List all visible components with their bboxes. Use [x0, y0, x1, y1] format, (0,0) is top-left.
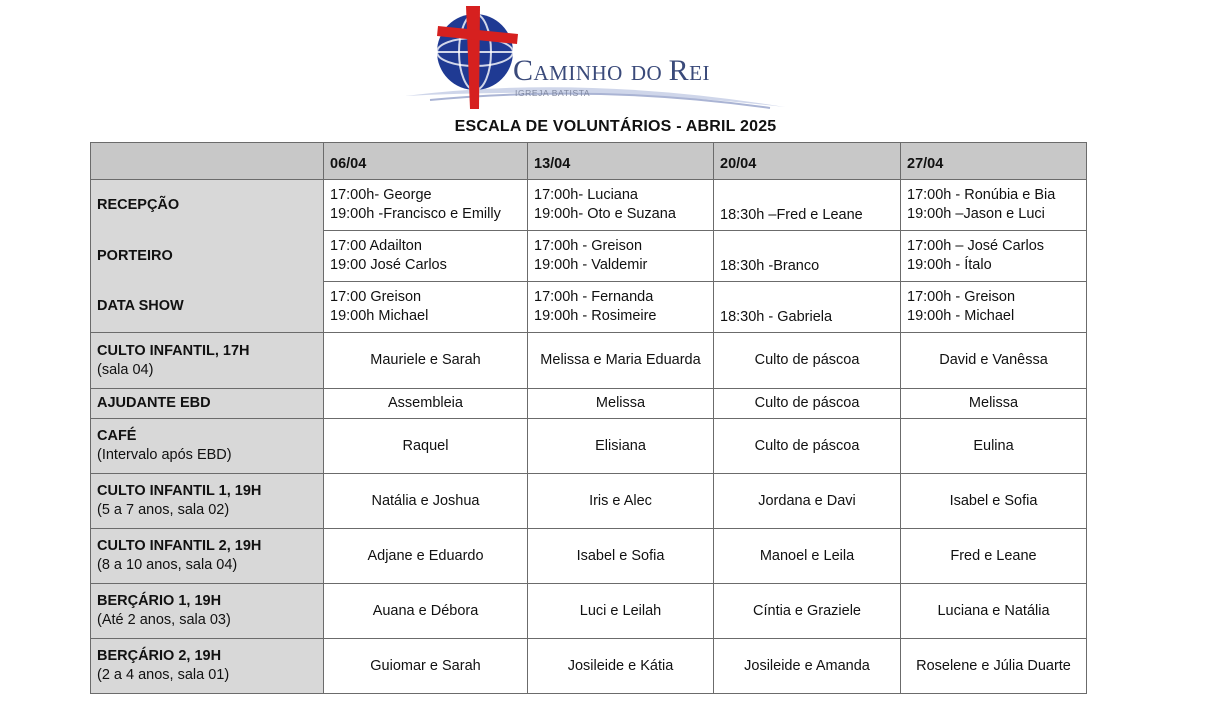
row-label [91, 231, 324, 282]
schedule-cell: Melissa [901, 389, 1087, 419]
cell-line: 17:00h - Greison [907, 289, 1016, 305]
cell-line: 17:00 Greison [330, 289, 422, 305]
column-header-date: 20/04 [714, 143, 901, 180]
cell-line: 17:00h- Luciana [534, 187, 638, 203]
schedule-cell: Melissa e Maria Eduarda [528, 333, 714, 389]
schedule-cell: Roselene e Júlia Duarte [901, 639, 1087, 694]
schedule-cell [901, 180, 1087, 231]
schedule-cell: Elisiana [528, 419, 714, 474]
cell-line: 19:00h - Rosimeire [534, 308, 657, 324]
schedule-cell: Manoel e Leila [714, 529, 901, 584]
schedule-cell: Culto de páscoa [714, 389, 901, 419]
schedule-cell: Jordana e Davi [714, 474, 901, 529]
cell-line: 17:00h- George [330, 187, 432, 203]
schedule-cell: Guiomar e Sarah [324, 639, 528, 694]
row-label-subtitle: (2 a 4 anos, sala 01) [97, 667, 230, 683]
column-header-date: 13/04 [528, 143, 714, 180]
schedule-cell: Luciana e Natália [901, 584, 1087, 639]
table-row [91, 333, 1087, 389]
schedule-cell: Luci e Leilah [528, 584, 714, 639]
cell-line: 18:30h –Fred e Leane [720, 207, 863, 223]
cell-line: 19:00h -Francisco e Emilly [330, 206, 501, 222]
cell-line: 18:30h - Gabriela [720, 309, 833, 325]
schedule-cell: Josileide e Amanda [714, 639, 901, 694]
cell-line: 19:00h - Valdemir [534, 257, 648, 273]
cell-line: 19:00h - Michael [907, 308, 1015, 324]
table-row [91, 180, 1087, 231]
row-label [91, 584, 324, 639]
schedule-cell: Isabel e Sofia [528, 529, 714, 584]
page-title: ESCALA DE VOLUNTÁRIOS - ABRIL 2025 [454, 118, 777, 135]
row-label-subtitle: (Intervalo após EBD) [97, 447, 232, 463]
row-label [91, 333, 324, 389]
church-logo [400, 4, 790, 116]
logo-subtitle: IGREJA BATISTA [515, 88, 591, 98]
schedule-cell: Isabel e Sofia [901, 474, 1087, 529]
header-row [91, 143, 1087, 180]
schedule-cell: Cíntia e Graziele [714, 584, 901, 639]
row-label [91, 282, 324, 333]
row-label-subtitle: (Até 2 anos, sala 03) [97, 612, 231, 628]
cell-line: 19:00h –Jason e Luci [907, 206, 1045, 222]
schedule-cell: David e Vanêssa [901, 333, 1087, 389]
row-label [91, 474, 324, 529]
cell-line: 17:00h - Ronúbia e Bia [907, 187, 1056, 203]
schedule-cell: Iris e Alec [528, 474, 714, 529]
row-label [91, 389, 324, 419]
cell-line: 17:00h - Fernanda [534, 289, 654, 305]
schedule-cell: Natália e Joshua [324, 474, 528, 529]
table-row [91, 282, 1087, 333]
logo-name: Caminho do Rei [513, 54, 711, 87]
row-label-title: AJUDANTE EBD [97, 395, 211, 411]
cell-line: 17:00h – José Carlos [907, 238, 1045, 254]
row-label [91, 180, 324, 231]
schedule-cell: Eulina [901, 419, 1087, 474]
schedule-cell [324, 282, 528, 333]
row-label-title: CULTO INFANTIL 2, 19H [97, 538, 262, 554]
schedule-cell: Adjane e Eduardo [324, 529, 528, 584]
row-label-title: RECEPÇÃO [97, 196, 180, 213]
schedule-cell [528, 282, 714, 333]
row-label-title: PORTEIRO [97, 247, 173, 264]
column-header-date: 27/04 [901, 143, 1087, 180]
table-row [91, 389, 1087, 419]
row-label-title: DATA SHOW [97, 298, 184, 315]
volunteer-schedule-table [90, 142, 1087, 694]
table-row [91, 639, 1087, 694]
row-label [91, 639, 324, 694]
schedule-cell: Fred e Leane [901, 529, 1087, 584]
schedule-cell [528, 180, 714, 231]
schedule-cell [714, 231, 901, 282]
schedule-cell: Josileide e Kátia [528, 639, 714, 694]
table-row [91, 529, 1087, 584]
schedule-cell: Auana e Débora [324, 584, 528, 639]
schedule-cell: Culto de páscoa [714, 333, 901, 389]
row-label [91, 529, 324, 584]
cell-line: 17:00h - Greison [534, 238, 643, 254]
table-row [91, 584, 1087, 639]
row-label-title: CAFÉ [97, 428, 137, 444]
schedule-cell [324, 180, 528, 231]
schedule-cell: Raquel [324, 419, 528, 474]
column-header-date: 06/04 [324, 143, 528, 180]
cell-line: 19:00h- Oto e Suzana [534, 206, 676, 222]
row-label-title: CULTO INFANTIL, 17H [97, 342, 250, 359]
column-header-empty [91, 143, 324, 180]
schedule-cell: Mauriele e Sarah [324, 333, 528, 389]
schedule-cell [324, 231, 528, 282]
schedule-cell: Assembleia [324, 389, 528, 419]
row-label-subtitle: (8 a 10 anos, sala 04) [97, 557, 238, 573]
table-row [91, 474, 1087, 529]
row-label-title: BERÇÁRIO 2, 19H [97, 648, 222, 664]
cell-line: 19:00h Michael [330, 308, 429, 324]
row-label-title: CULTO INFANTIL 1, 19H [97, 483, 262, 499]
cell-line: 17:00 Adailton [330, 238, 422, 254]
schedule-cell [901, 282, 1087, 333]
schedule-cell: Melissa [528, 389, 714, 419]
cell-line: 19:00 José Carlos [330, 257, 447, 273]
row-label-title: BERÇÁRIO 1, 19H [97, 593, 222, 609]
table-row [91, 419, 1087, 474]
schedule-cell [901, 231, 1087, 282]
schedule-cell [714, 180, 901, 231]
row-label-subtitle: (sala 04) [97, 361, 154, 378]
schedule-cell [714, 282, 901, 333]
cell-line: 18:30h -Branco [720, 258, 820, 274]
schedule-cell: Culto de páscoa [714, 419, 901, 474]
row-label-subtitle: (5 a 7 anos, sala 02) [97, 502, 230, 518]
table-row [91, 231, 1087, 282]
cell-line: 19:00h - Ítalo [907, 257, 992, 273]
row-label [91, 419, 324, 474]
schedule-cell [528, 231, 714, 282]
